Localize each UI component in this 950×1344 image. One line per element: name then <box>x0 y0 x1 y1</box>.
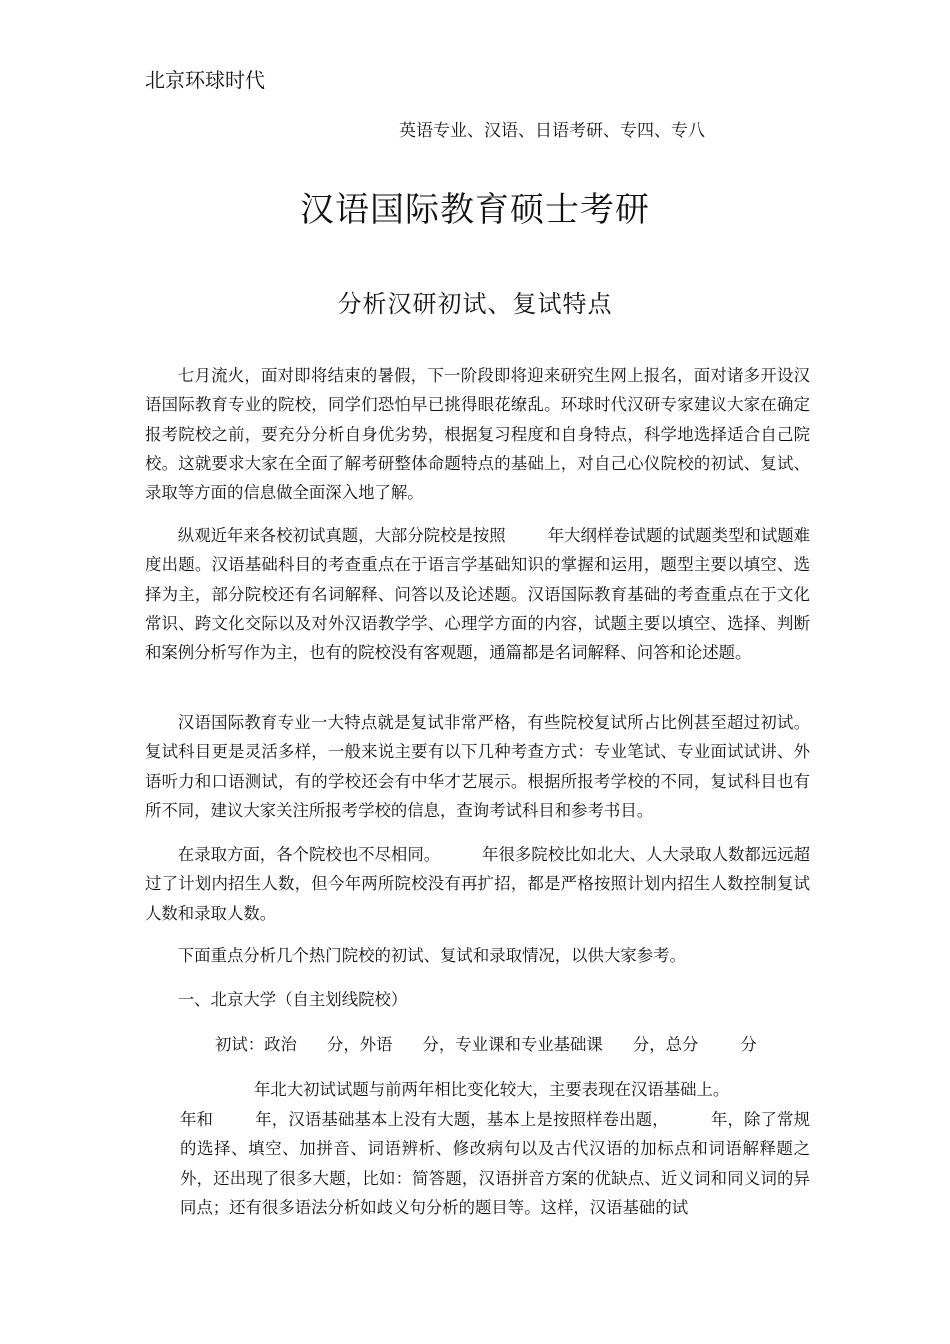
paragraph-text <box>145 840 810 928</box>
document-subtitle: 分析汉研初试、复试特点 <box>337 290 613 318</box>
paragraph-text-part: 年和 <box>180 1110 214 1129</box>
exam-end-label: 分 <box>740 1035 757 1054</box>
paragraph-text-part: 在录取方面，各个院校也不尽相同。 <box>177 845 441 864</box>
paragraph-text <box>145 521 810 667</box>
paragraph-intro <box>145 361 810 507</box>
section-heading-text: 一、北京大学（自主划线院校） <box>177 990 408 1009</box>
brand-name: 北京环球时代 <box>145 68 265 92</box>
paragraph-text: 七月流火，面对即将结束的暑假，下一阶段即将迎来研究生网上报名，面对诸多开设汉语国际教育专业的院校，同学们恐怕早已挑得眼花缭乱。环球时代汉研专家建议大家在确定报考院校之前，要充分分析自身优劣势，根据复习程度和自身特点，科学地选择适合自己院校。这就要求大家在全面了解考研整体命题特点的基础上，对自己心仪院校的初试、复试、录取等方面的信息做全面深入地了解。 <box>145 366 810 503</box>
paragraph-text-part: 年大纲样卷试题的试题类型和试题难度出题。汉语基础科目的考查重点在于语言学基础知识的掌握和运用，题型主要以填空、选择为主，部分院校还有名词解释、问答以及论述题。汉语国际教育基础的考查重点在于文化常识、跨文化交际以及对外汉语教学学、心理学方面的内容，试题主要以填空、选择、判断和案例分析写作为主，也有的院校没有客观题，通篇都是名词解释、问答和论述题。 <box>145 526 810 663</box>
paragraph-text <box>180 1105 810 1222</box>
paragraph-text-part: 年，汉语基础基本上没有大题，基本上是按照样卷出题， <box>255 1110 669 1129</box>
exam-foreign-label: 分，外语 <box>326 1035 393 1054</box>
exam-total-label: 分，总分 <box>632 1035 699 1054</box>
exam-score-line <box>215 1031 757 1055</box>
paragraph-text-part: 纵观近年来各校初试真题，大部分院校是按照 <box>177 526 506 545</box>
section-heading-pku <box>145 985 810 1014</box>
document-title: 汉语国际教育硕士考研 <box>300 190 650 230</box>
paragraph-initial-exam <box>145 521 810 667</box>
paragraph-admission <box>145 840 810 928</box>
paragraph-retest <box>145 708 810 825</box>
paragraph-text: 下面重点分析几个热门院校的初试、复试和录取情况，以供大家参考。 <box>177 946 686 965</box>
paragraph-text-part: 年很多院校比如北大、人大录取人数都远远超过了计划内招生人数，但今年两所院校没有再扩招，都是严格按照计划内招生人数控制复试人数和录取人数。 <box>145 845 810 923</box>
paragraph-overview <box>145 941 810 970</box>
paragraph-text: 汉语国际教育专业一大特点就是复试非常严格，有些院校复试所占比例甚至超过初试。复试科目更是灵活多样，一般来说主要有以下几种考查方式：专业笔试、专业面试试讲、外语听力和口语测试，有的学校还会有中华才艺展示。根据所报考学校的不同，复试科目也有所不同，建议大家关注所报考学校的信息，查询考试科目和参考书目。 <box>145 713 810 820</box>
subject-list: 英语专业、汉语、日语考研、专四、专八 <box>399 121 705 141</box>
pku-first-line: 年北大初试试题与前两年相比变化较大，主要表现在汉语基础上。 <box>254 1080 730 1099</box>
paragraph-text-part: 年，除了常规的选择、填空、加拼音、词语辨析、修改病句以及古代汉语的加标点和词语解释题之外，还出现了很多大题，比如：简答题，汉语拼音方案的优缺点、近义词和同义词的异同点；还有很多语法分析如歧义句分析的题目等。这样，汉语基础的试 <box>180 1110 811 1217</box>
pku-analysis <box>180 1105 810 1222</box>
exam-major-label: 分，专业课和专业基础课 <box>422 1035 603 1054</box>
exam-politics-label: 初试：政治 <box>215 1035 297 1054</box>
